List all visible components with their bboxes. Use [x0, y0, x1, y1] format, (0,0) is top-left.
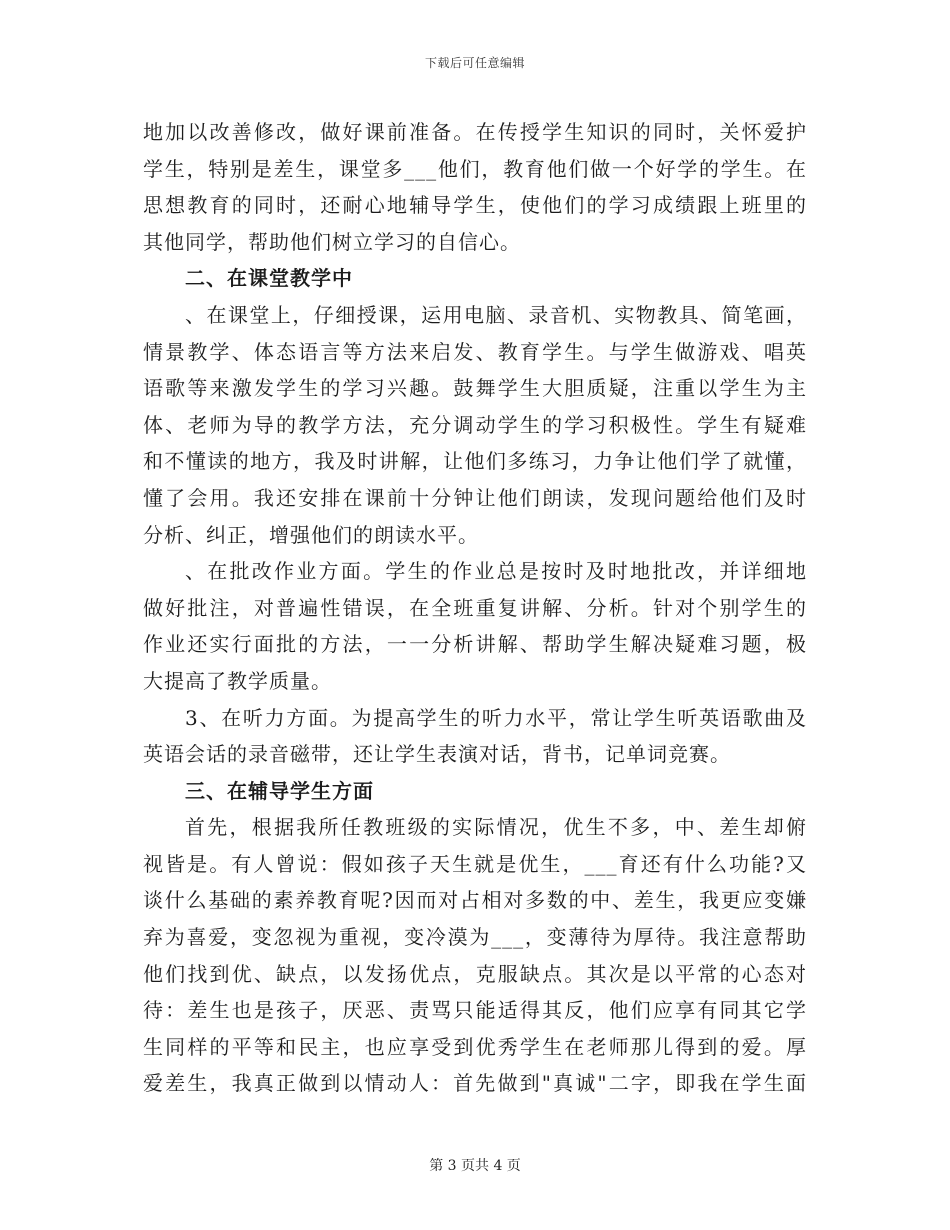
paragraph-last-line: 英语会话的录音磁带，还让学生表演对话，背书，记单词竞赛。	[143, 742, 731, 767]
text-line: 他们找到优、缺点，以发扬优点，克服缺点。其次是以平常的心态对	[143, 961, 807, 986]
text-line: 待：差生也是孩子，厌恶、责骂只能适得其反，他们应享有同其它学	[143, 998, 807, 1023]
text-line: 和不懂读的地方，我及时讲解，让他们多练习，力争让他们学了就懂，	[143, 449, 807, 474]
paragraph-last-line: 其他同学，帮助他们树立学习的自信心。	[143, 229, 521, 254]
page-footer: 第 3 页共 4 页	[429, 1158, 521, 1174]
text-line: 情景教学、体态语言等方法来启发、教育学生。与学生做游戏、唱英	[143, 339, 807, 364]
paragraph-first-line: 、在批改作业方面。学生的作业总是按时及时地批改，并详细地	[185, 559, 807, 584]
text-line: 弃为喜爱，变忽视为重视，变冷漠为___，变薄待为厚待。我注意帮助	[143, 925, 807, 950]
text-line: 爱差生，我真正做到以情动人：首先做到"真诚"二字，即我在学生面	[143, 1071, 807, 1096]
text-line: 体、老师为导的教学方法，充分调动学生的学习积极性。学生有疑难	[143, 412, 807, 437]
text-line: 学生，特别是差生，课堂多___他们，教育他们做一个好学的学生。在	[143, 156, 807, 181]
page-header: 下载后可任意编辑	[424, 56, 525, 70]
text-line: 语歌等来激发学生的学习兴趣。鼓舞学生大胆质疑，注重以学生为主	[143, 376, 807, 401]
text-line: 作业还实行面批的方法，一一分析讲解、帮助学生解决疑难习题，极	[143, 632, 807, 657]
paragraph-first-line: 3、在听力方面。为提高学生的听力水平，常让学生听英语歌曲及	[185, 705, 807, 730]
document-body	[143, 114, 807, 1102]
text-line: 生同样的平等和民主，也应享受到优秀学生在老师那儿得到的爱。厚	[143, 1034, 807, 1059]
paragraph-last-line: 大提高了教学质量。	[143, 668, 332, 693]
section-heading: 三、在辅导学生方面	[185, 778, 374, 803]
paragraph-last-line: 分析、纠正，增强他们的朗读水平。	[143, 522, 479, 547]
text-line: 谈什么基础的素养教育呢?因而对占相对多数的中、差生，我更应变嫌	[143, 888, 807, 913]
text-line: 思想教育的同时，还耐心地辅导学生，使他们的学习成绩跟上班里的	[143, 193, 807, 218]
paragraph-first-line: 首先，根据我所任教班级的实际情况，优生不多，中、差生却俯	[185, 815, 807, 840]
text-line: 懂了会用。我还安排在课前十分钟让他们朗读，发现问题给他们及时	[143, 485, 807, 510]
section-heading: 二、在课堂教学中	[185, 266, 353, 291]
text-line: 视皆是。有人曾说：假如孩子天生就是优生，___育还有什么功能?又	[143, 851, 807, 876]
text-line: 做好批注，对普遍性错误，在全班重复讲解、分析。针对个别学生的	[143, 595, 807, 620]
text-line: 地加以改善修改，做好课前准备。在传授学生知识的同时，关怀爱护	[143, 120, 807, 144]
paragraph-first-line: 、在课堂上，仔细授课，运用电脑、录音机、实物教具、简笔画，	[185, 302, 807, 327]
